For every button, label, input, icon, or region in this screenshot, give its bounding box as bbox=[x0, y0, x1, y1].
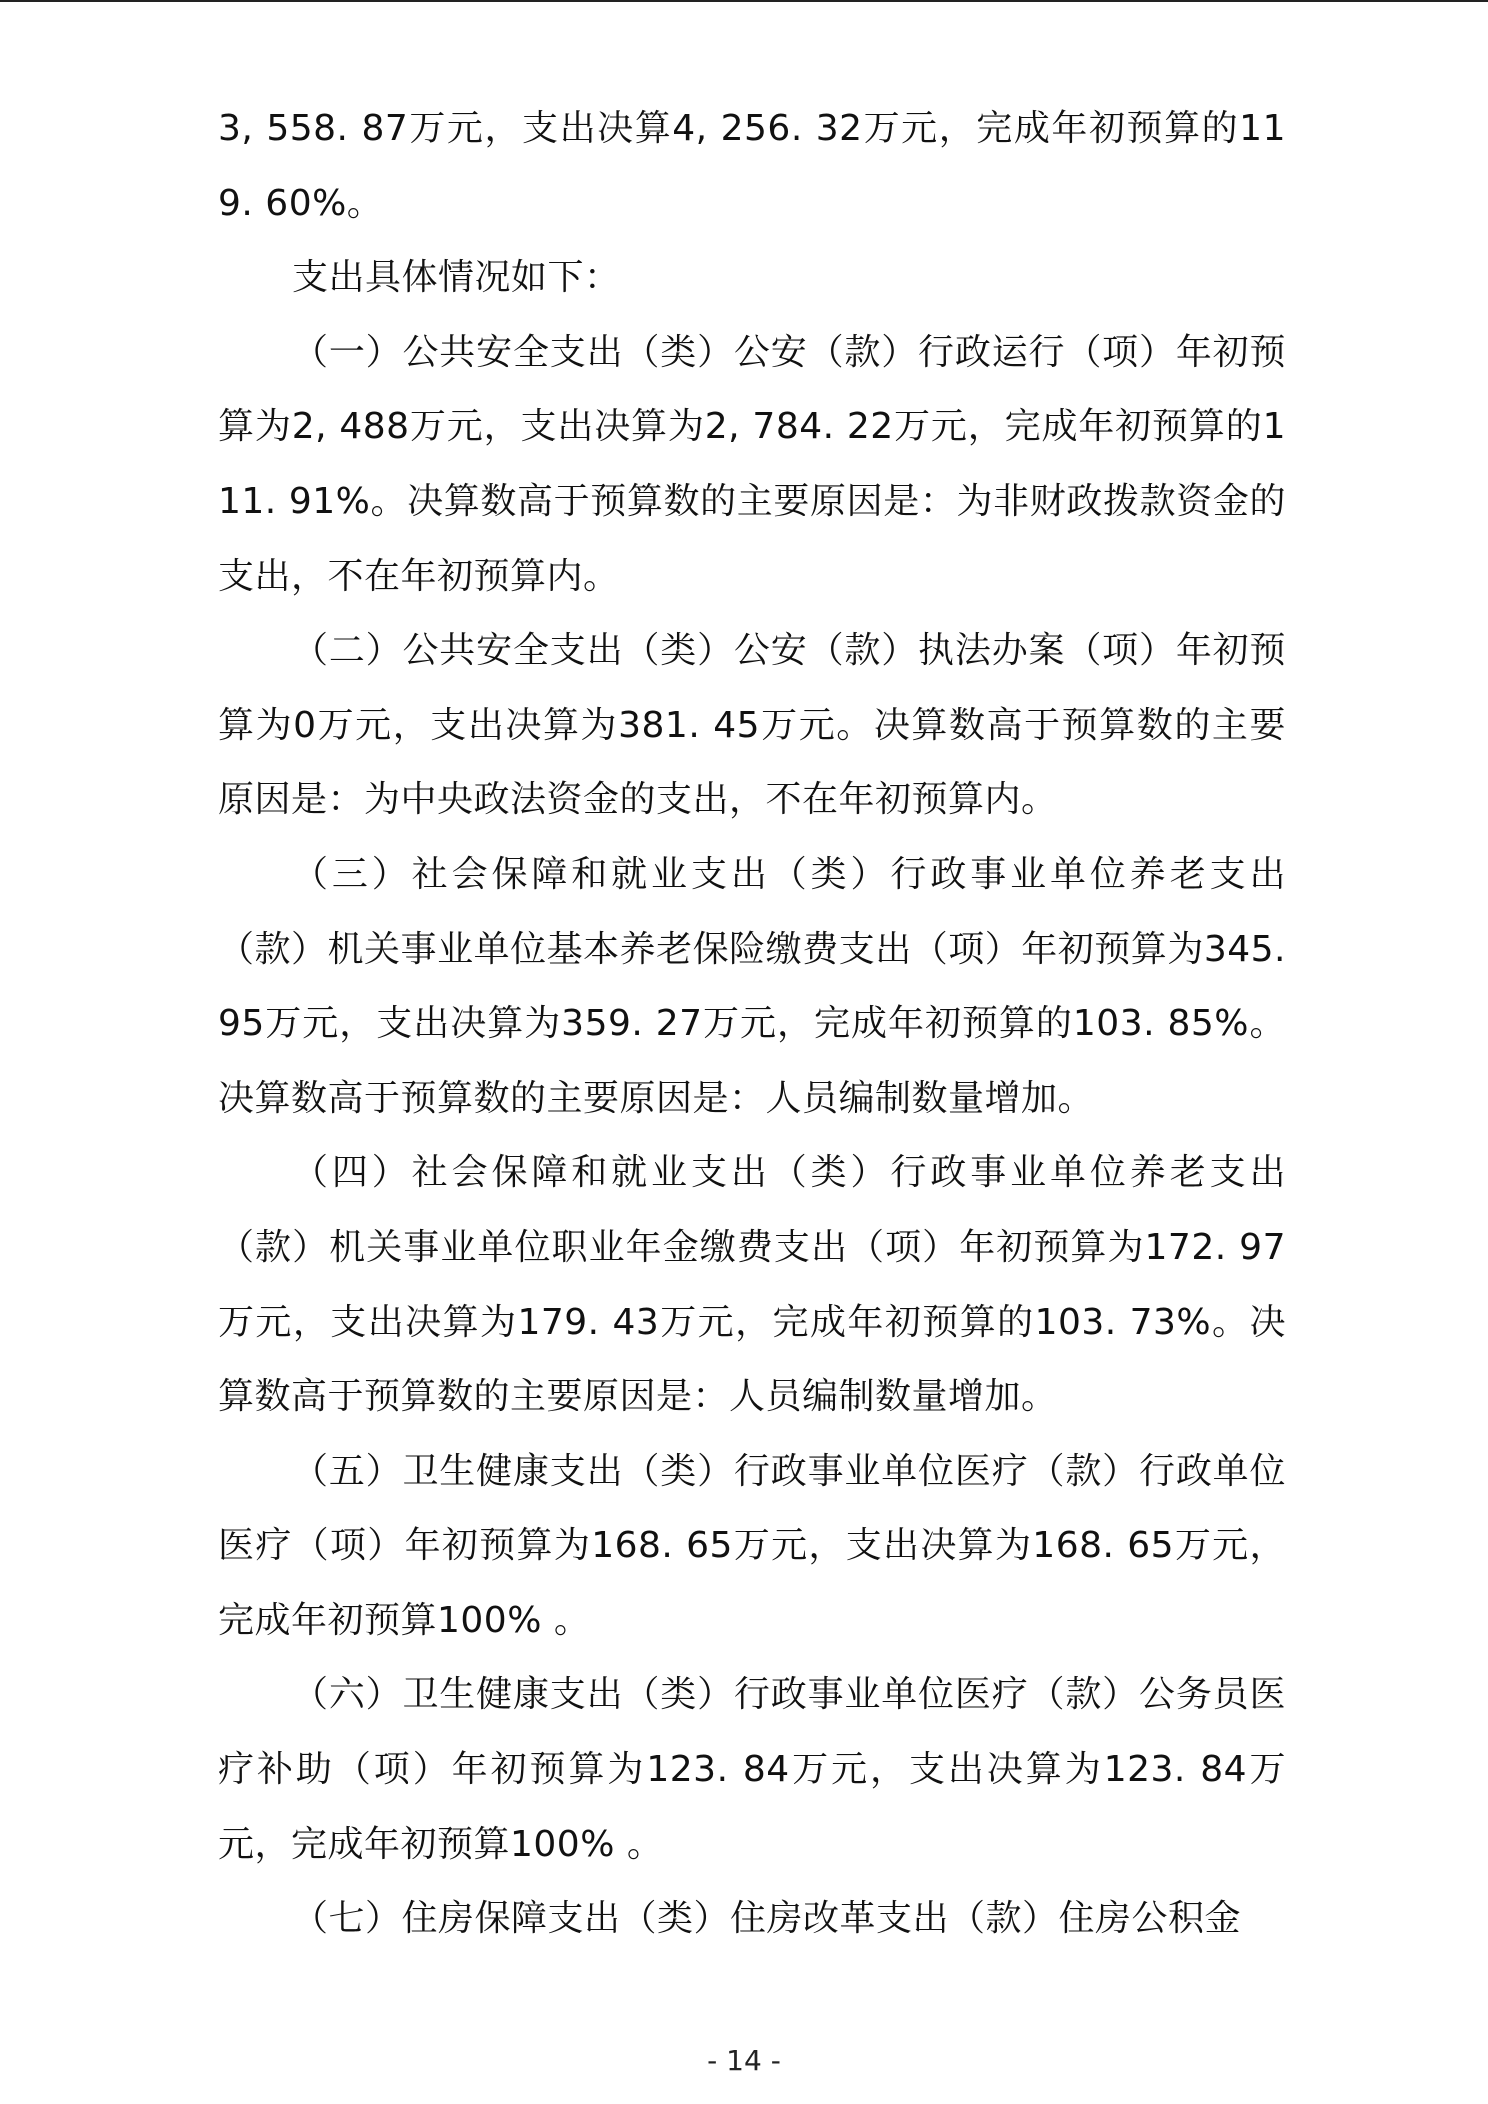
paragraph-item-7-housing-fund: （七）住房保障支出（类）住房改革支出（款）住房公积金 bbox=[292, 1898, 1242, 1940]
paragraph-details-intro: 支出具体情况如下： bbox=[292, 257, 621, 299]
paragraph-item-4-occupational-annuity: （四）社会保障和就业支出（类）行政事业单位养老支出（款）机关事业单位职业年金缴费支出（项）年初预算为172. 97万元，支出决算为179. 43万元，完成年初预算的103. 73%。决算数高于预算数的主要原因是：人员编制数量增加。 bbox=[218, 1152, 1286, 1418]
paragraph-budget-summary: 3, 558. 87万元，支出决算4, 256. 32万元，完成年初预算的119. 60%。 bbox=[218, 108, 1286, 224]
page-number: - 14 - bbox=[707, 2044, 781, 2077]
top-border-line bbox=[0, 0, 1488, 2]
paragraph-item-5-admin-medical: （五）卫生健康支出（类）行政事业单位医疗（款）行政单位医疗（项）年初预算为168. 65万元，支出决算为168. 65万元，完成年初预算100% 。 bbox=[218, 1450, 1286, 1641]
paragraph-item-1-public-security-admin: （一）公共安全支出（类）公安（款）行政运行（项）年初预算为2, 488万元，支出决算为2, 784. 22万元，完成年初预算的111. 91%。决算数高于预算数的主要原因是：为非财政拨款资金的支出，不在年初预算内。 bbox=[218, 331, 1286, 597]
paragraph-item-3-basic-pension: （三）社会保障和就业支出（类）行政事业单位养老支出（款）机关事业单位基本养老保险缴费支出（项）年初预算为345. 95万元，支出决算为359. 27万元，完成年初预算的103. 85%。决算数高于预算数的主要原因是：人员编制数量增加。 bbox=[218, 853, 1286, 1119]
document-body bbox=[218, 92, 1286, 1957]
paragraph-item-6-civil-servant-medical: （六）卫生健康支出（类）行政事业单位医疗（款）公务员医疗补助（项）年初预算为123. 84万元，支出决算为123. 84万元，完成年初预算100% 。 bbox=[218, 1674, 1286, 1865]
paragraph-item-2-law-enforcement: （二）公共安全支出（类）公安（款）执法办案（项）年初预算为0万元，支出决算为381. 45万元。决算数高于预算数的主要原因是：为中央政法资金的支出，不在年初预算内。 bbox=[218, 630, 1286, 821]
